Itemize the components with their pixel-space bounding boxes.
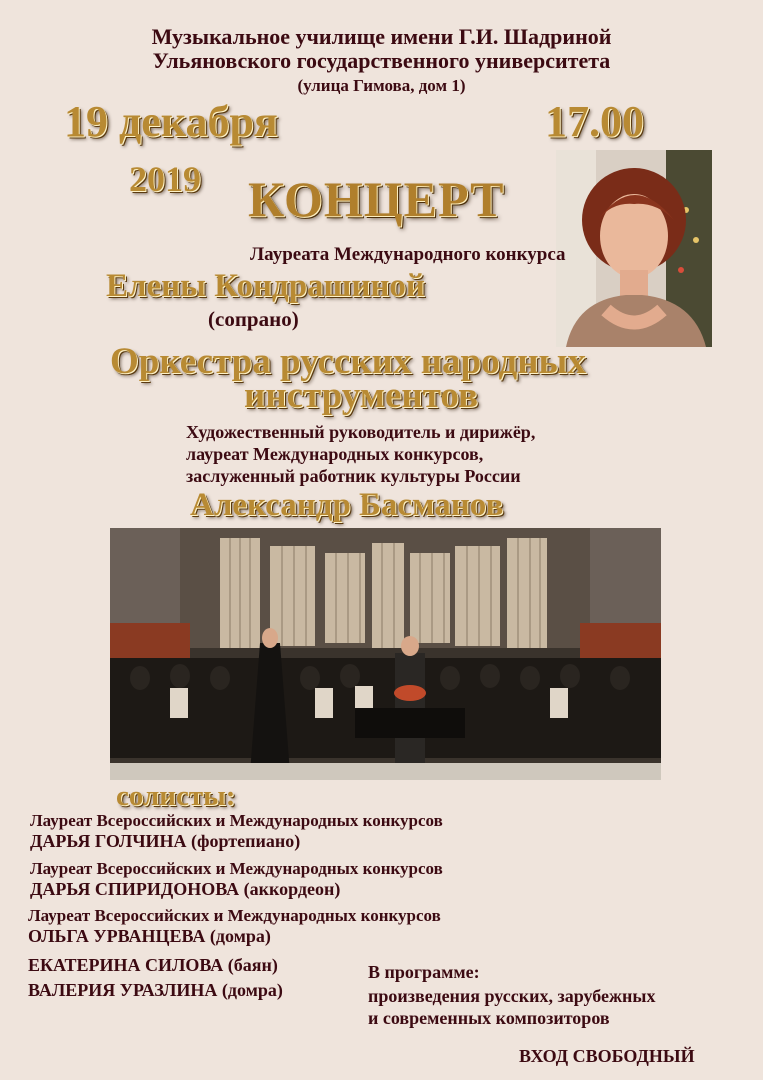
event-time: 17.00 bbox=[545, 97, 644, 146]
orchestra-photo-image bbox=[110, 528, 661, 780]
school-name: Музыкальное училище имени Г.И. Шадриной bbox=[151, 24, 612, 49]
conductor-name: Александр Басманов bbox=[190, 487, 504, 523]
soloist-2-name: ДАРЬЯ СПИРИДОНОВА (аккордеон) bbox=[30, 879, 341, 899]
conductor-credit-3: заслуженный работник культуры России bbox=[186, 466, 521, 486]
soloist-1-name: ДАРЬЯ ГОЛЧИНА (фортепиано) bbox=[30, 831, 301, 851]
program-heading: В программе: bbox=[368, 962, 480, 982]
address: (улица Гимова, дом 1) bbox=[297, 76, 466, 95]
event-date: 19 декабря bbox=[64, 97, 278, 146]
university-name: Ульяновского государственного университета bbox=[152, 48, 611, 73]
soloist-3-name: ОЛЬГА УРВАНЦЕВА (домра) bbox=[28, 926, 271, 946]
soloist-1-award: Лауреат Всероссийских и Международных конкурсов bbox=[30, 811, 443, 830]
orchestra-photo bbox=[110, 528, 661, 780]
orchestra-name-line2: инструментов bbox=[244, 375, 478, 416]
conductor-credit-2: лауреат Международных конкурсов, bbox=[186, 444, 484, 464]
soloist-voice: (сопрано) bbox=[208, 307, 299, 331]
soloist-3-award: Лауреат Всероссийских и Международных конкурсов bbox=[28, 906, 441, 925]
soloist-award: Лауреата Международного конкурса bbox=[250, 244, 566, 265]
event-year: 2019 bbox=[129, 159, 201, 199]
soloists-heading: солисты: bbox=[116, 780, 236, 812]
soloist-portrait bbox=[556, 150, 712, 347]
concert-title: КОНЦЕРТ bbox=[248, 171, 505, 227]
orchestra-name-line1: Оркестра русских народных bbox=[110, 341, 586, 382]
program-line-2: и современных композиторов bbox=[368, 1008, 610, 1028]
portrait-image bbox=[556, 150, 712, 347]
soloist-name: Елены Кондрашиной bbox=[106, 268, 425, 304]
conductor-credit-1: Художественный руководитель и дирижёр, bbox=[186, 422, 536, 442]
soloist-5-name: ВАЛЕРИЯ УРАЗЛИНА (домра) bbox=[28, 980, 283, 1000]
program-line-1: произведения русских, зарубежных bbox=[368, 986, 656, 1006]
soloist-2-award: Лауреат Всероссийских и Международных конкурсов bbox=[30, 859, 443, 878]
soloist-4-name: ЕКАТЕРИНА СИЛОВА (баян) bbox=[28, 955, 278, 975]
free-entry: ВХОД СВОБОДНЫЙ bbox=[519, 1046, 695, 1066]
